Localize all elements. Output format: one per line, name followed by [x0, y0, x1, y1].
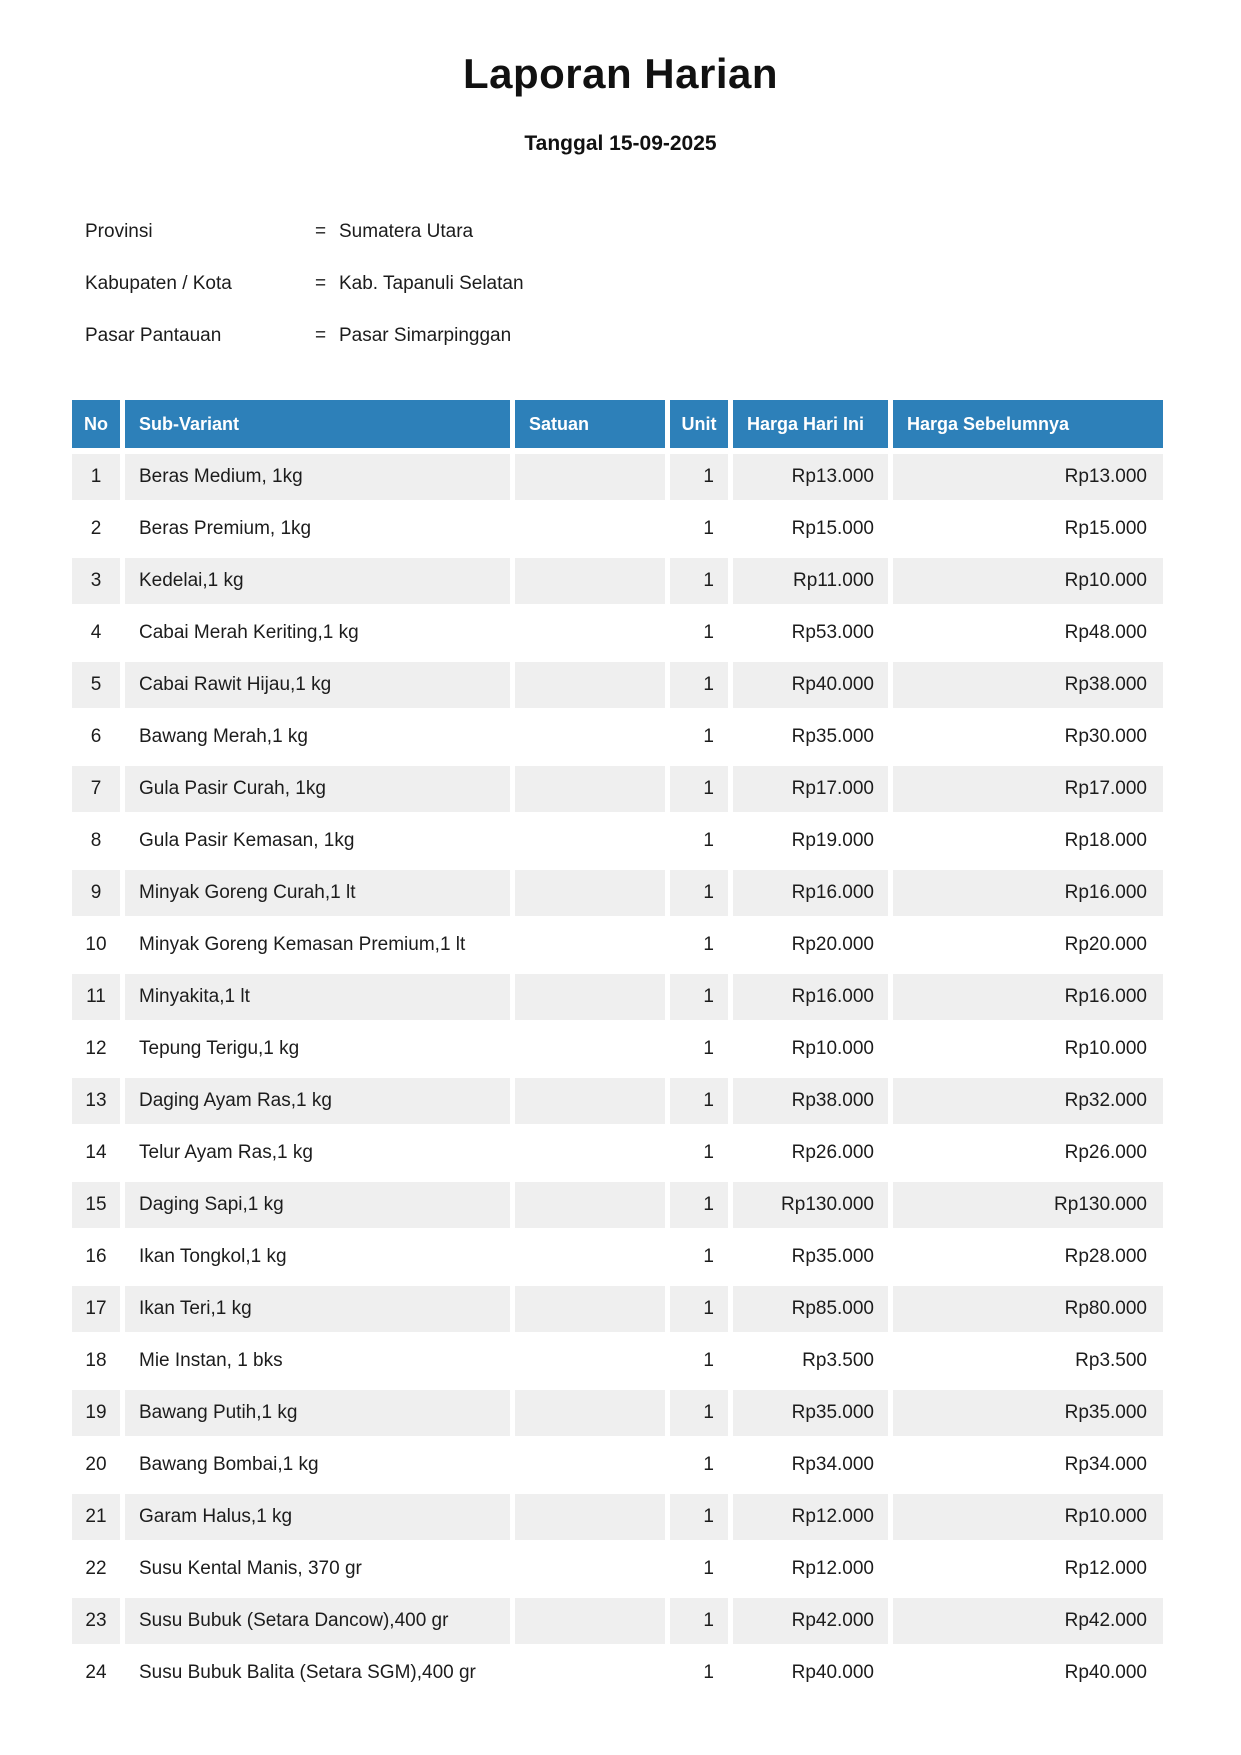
cell-sub-variant: Bawang Merah,1 kg	[125, 714, 510, 760]
cell-no: 22	[72, 1546, 120, 1592]
cell-harga-sebelumnya: Rp42.000	[893, 1598, 1163, 1644]
table-row	[72, 1598, 1163, 1644]
cell-unit: 1	[670, 662, 728, 708]
cell-satuan	[515, 506, 665, 552]
cell-harga-sebelumnya: Rp13.000	[893, 454, 1163, 500]
cell-no: 18	[72, 1338, 120, 1384]
equals-sign: =	[315, 273, 327, 295]
info-row-kabupaten	[85, 258, 1241, 310]
cell-harga-sebelumnya: Rp38.000	[893, 662, 1163, 708]
cell-harga-sebelumnya: Rp30.000	[893, 714, 1163, 760]
cell-unit: 1	[670, 1182, 728, 1228]
cell-satuan	[515, 1442, 665, 1488]
price-table-body	[72, 454, 1163, 1696]
cell-unit: 1	[670, 454, 728, 500]
cell-satuan	[515, 922, 665, 968]
cell-satuan	[515, 1130, 665, 1176]
header-cell-harga-sebelumnya: Harga Sebelumnya	[893, 400, 1163, 448]
cell-sub-variant: Minyakita,1 lt	[125, 974, 510, 1020]
cell-no: 7	[72, 766, 120, 812]
cell-no: 13	[72, 1078, 120, 1124]
cell-unit: 1	[670, 766, 728, 812]
cell-harga-sebelumnya: Rp12.000	[893, 1546, 1163, 1592]
price-table	[67, 394, 1168, 1702]
cell-unit: 1	[670, 506, 728, 552]
cell-satuan	[515, 662, 665, 708]
cell-sub-variant: Susu Bubuk (Setara Dancow),400 gr	[125, 1598, 510, 1644]
cell-no: 6	[72, 714, 120, 760]
cell-no: 24	[72, 1650, 120, 1696]
table-row	[72, 1546, 1163, 1592]
cell-harga-hari-ini: Rp11.000	[733, 558, 888, 604]
info-label: Kabupaten / Kota	[85, 273, 232, 295]
cell-satuan	[515, 1650, 665, 1696]
cell-satuan	[515, 1286, 665, 1332]
cell-harga-hari-ini: Rp26.000	[733, 1130, 888, 1176]
cell-unit: 1	[670, 974, 728, 1020]
cell-satuan	[515, 1494, 665, 1540]
cell-sub-variant: Garam Halus,1 kg	[125, 1494, 510, 1540]
cell-unit: 1	[670, 1494, 728, 1540]
cell-harga-hari-ini: Rp130.000	[733, 1182, 888, 1228]
cell-no: 21	[72, 1494, 120, 1540]
info-value: Sumatera Utara	[339, 221, 474, 243]
cell-harga-sebelumnya: Rp17.000	[893, 766, 1163, 812]
cell-no: 14	[72, 1130, 120, 1176]
cell-harga-sebelumnya: Rp26.000	[893, 1130, 1163, 1176]
cell-harga-sebelumnya: Rp10.000	[893, 558, 1163, 604]
cell-no: 23	[72, 1598, 120, 1644]
table-row	[72, 1130, 1163, 1176]
cell-satuan	[515, 766, 665, 812]
cell-harga-hari-ini: Rp85.000	[733, 1286, 888, 1332]
cell-no: 8	[72, 818, 120, 864]
report-info-section	[85, 206, 1241, 362]
cell-no: 12	[72, 1026, 120, 1072]
cell-harga-hari-ini: Rp53.000	[733, 610, 888, 656]
cell-sub-variant: Cabai Merah Keriting,1 kg	[125, 610, 510, 656]
cell-harga-hari-ini: Rp15.000	[733, 506, 888, 552]
cell-harga-hari-ini: Rp12.000	[733, 1494, 888, 1540]
cell-satuan	[515, 1026, 665, 1072]
table-row	[72, 558, 1163, 604]
cell-satuan	[515, 1234, 665, 1280]
cell-sub-variant: Mie Instan, 1 bks	[125, 1338, 510, 1384]
cell-harga-sebelumnya: Rp48.000	[893, 610, 1163, 656]
cell-harga-hari-ini: Rp10.000	[733, 1026, 888, 1072]
cell-sub-variant: Minyak Goreng Curah,1 lt	[125, 870, 510, 916]
cell-satuan	[515, 870, 665, 916]
cell-sub-variant: Susu Bubuk Balita (Setara SGM),400 gr	[125, 1650, 510, 1696]
cell-satuan	[515, 558, 665, 604]
cell-harga-sebelumnya: Rp10.000	[893, 1026, 1163, 1072]
header-cell-unit: Unit	[670, 400, 728, 448]
equals-sign: =	[315, 325, 327, 347]
cell-unit: 1	[670, 1598, 728, 1644]
cell-no: 4	[72, 610, 120, 656]
cell-sub-variant: Telur Ayam Ras,1 kg	[125, 1130, 510, 1176]
cell-sub-variant: Beras Medium, 1kg	[125, 454, 510, 500]
cell-no: 11	[72, 974, 120, 1020]
cell-unit: 1	[670, 1650, 728, 1696]
table-row	[72, 922, 1163, 968]
info-row-pasar	[85, 310, 1241, 362]
table-row	[72, 610, 1163, 656]
info-label: Provinsi	[85, 221, 153, 243]
cell-sub-variant: Beras Premium, 1kg	[125, 506, 510, 552]
info-value: Pasar Simarpinggan	[339, 325, 512, 347]
table-row	[72, 1442, 1163, 1488]
cell-unit: 1	[670, 610, 728, 656]
cell-sub-variant: Ikan Teri,1 kg	[125, 1286, 510, 1332]
cell-sub-variant: Daging Sapi,1 kg	[125, 1182, 510, 1228]
cell-unit: 1	[670, 1442, 728, 1488]
info-label: Pasar Pantauan	[85, 325, 222, 347]
table-row	[72, 1286, 1163, 1332]
cell-sub-variant: Cabai Rawit Hijau,1 kg	[125, 662, 510, 708]
page-title: Laporan Harian	[462, 50, 779, 97]
cell-no: 15	[72, 1182, 120, 1228]
cell-harga-hari-ini: Rp3.500	[733, 1338, 888, 1384]
cell-no: 10	[72, 922, 120, 968]
cell-harga-sebelumnya: Rp15.000	[893, 506, 1163, 552]
cell-harga-sebelumnya: Rp130.000	[893, 1182, 1163, 1228]
header-cell-sub-variant: Sub-Variant	[125, 400, 510, 448]
table-row	[72, 1390, 1163, 1436]
table-header-row	[72, 400, 1163, 448]
cell-unit: 1	[670, 1130, 728, 1176]
cell-unit: 1	[670, 1390, 728, 1436]
table-row	[72, 506, 1163, 552]
cell-satuan	[515, 1598, 665, 1644]
cell-harga-sebelumnya: Rp18.000	[893, 818, 1163, 864]
cell-sub-variant: Kedelai,1 kg	[125, 558, 510, 604]
cell-no: 1	[72, 454, 120, 500]
cell-harga-sebelumnya: Rp16.000	[893, 974, 1163, 1020]
info-row-provinsi	[85, 206, 1241, 258]
info-value: Kab. Tapanuli Selatan	[339, 273, 524, 295]
cell-satuan	[515, 1182, 665, 1228]
cell-no: 5	[72, 662, 120, 708]
table-row	[72, 974, 1163, 1020]
cell-satuan	[515, 714, 665, 760]
equals-sign: =	[315, 221, 327, 243]
table-row	[72, 766, 1163, 812]
table-row	[72, 1338, 1163, 1384]
cell-harga-sebelumnya: Rp28.000	[893, 1234, 1163, 1280]
cell-sub-variant: Bawang Putih,1 kg	[125, 1390, 510, 1436]
cell-unit: 1	[670, 818, 728, 864]
cell-harga-sebelumnya: Rp10.000	[893, 1494, 1163, 1540]
cell-harga-hari-ini: Rp35.000	[733, 1234, 888, 1280]
table-row	[72, 714, 1163, 760]
header-cell-satuan: Satuan	[515, 400, 665, 448]
cell-harga-hari-ini: Rp20.000	[733, 922, 888, 968]
cell-harga-hari-ini: Rp34.000	[733, 1442, 888, 1488]
cell-unit: 1	[670, 1286, 728, 1332]
cell-no: 3	[72, 558, 120, 604]
cell-harga-sebelumnya: Rp16.000	[893, 870, 1163, 916]
cell-harga-hari-ini: Rp40.000	[733, 662, 888, 708]
cell-harga-sebelumnya: Rp40.000	[893, 1650, 1163, 1696]
report-date: Tanggal 15-09-2025	[524, 132, 717, 156]
cell-harga-hari-ini: Rp19.000	[733, 818, 888, 864]
table-row	[72, 1182, 1163, 1228]
cell-harga-hari-ini: Rp35.000	[733, 714, 888, 760]
table-row	[72, 818, 1163, 864]
cell-harga-sebelumnya: Rp20.000	[893, 922, 1163, 968]
cell-unit: 1	[670, 870, 728, 916]
table-row	[72, 454, 1163, 500]
header-cell-harga-hari-ini: Harga Hari Ini	[733, 400, 888, 448]
table-row	[72, 1026, 1163, 1072]
cell-unit: 1	[670, 558, 728, 604]
cell-no: 16	[72, 1234, 120, 1280]
cell-satuan	[515, 818, 665, 864]
cell-harga-hari-ini: Rp13.000	[733, 454, 888, 500]
cell-sub-variant: Daging Ayam Ras,1 kg	[125, 1078, 510, 1124]
table-row	[72, 1494, 1163, 1540]
table-row	[72, 1650, 1163, 1696]
cell-harga-sebelumnya: Rp3.500	[893, 1338, 1163, 1384]
cell-harga-hari-ini: Rp16.000	[733, 974, 888, 1020]
cell-unit: 1	[670, 1338, 728, 1384]
table-row	[72, 1078, 1163, 1124]
table-row	[72, 662, 1163, 708]
cell-no: 17	[72, 1286, 120, 1332]
cell-harga-sebelumnya: Rp35.000	[893, 1390, 1163, 1436]
cell-unit: 1	[670, 1546, 728, 1592]
cell-harga-hari-ini: Rp35.000	[733, 1390, 888, 1436]
cell-unit: 1	[670, 714, 728, 760]
cell-harga-hari-ini: Rp12.000	[733, 1546, 888, 1592]
table-row	[72, 870, 1163, 916]
cell-harga-hari-ini: Rp17.000	[733, 766, 888, 812]
header-cell-no: No	[72, 400, 120, 448]
cell-satuan	[515, 1546, 665, 1592]
cell-no: 2	[72, 506, 120, 552]
cell-harga-sebelumnya: Rp80.000	[893, 1286, 1163, 1332]
cell-harga-hari-ini: Rp38.000	[733, 1078, 888, 1124]
cell-sub-variant: Gula Pasir Kemasan, 1kg	[125, 818, 510, 864]
cell-satuan	[515, 974, 665, 1020]
cell-no: 9	[72, 870, 120, 916]
cell-harga-hari-ini: Rp40.000	[733, 1650, 888, 1696]
cell-sub-variant: Minyak Goreng Kemasan Premium,1 lt	[125, 922, 510, 968]
cell-satuan	[515, 454, 665, 500]
cell-no: 20	[72, 1442, 120, 1488]
cell-harga-hari-ini: Rp42.000	[733, 1598, 888, 1644]
cell-satuan	[515, 1390, 665, 1436]
cell-harga-sebelumnya: Rp32.000	[893, 1078, 1163, 1124]
cell-unit: 1	[670, 1078, 728, 1124]
cell-harga-sebelumnya: Rp34.000	[893, 1442, 1163, 1488]
cell-satuan	[515, 1338, 665, 1384]
table-row	[72, 1234, 1163, 1280]
cell-sub-variant: Tepung Terigu,1 kg	[125, 1026, 510, 1072]
cell-harga-hari-ini: Rp16.000	[733, 870, 888, 916]
cell-unit: 1	[670, 1026, 728, 1072]
cell-sub-variant: Ikan Tongkol,1 kg	[125, 1234, 510, 1280]
cell-unit: 1	[670, 1234, 728, 1280]
cell-sub-variant: Bawang Bombai,1 kg	[125, 1442, 510, 1488]
cell-sub-variant: Gula Pasir Curah, 1kg	[125, 766, 510, 812]
cell-satuan	[515, 610, 665, 656]
cell-sub-variant: Susu Kental Manis, 370 gr	[125, 1546, 510, 1592]
cell-satuan	[515, 1078, 665, 1124]
cell-no: 19	[72, 1390, 120, 1436]
cell-unit: 1	[670, 922, 728, 968]
